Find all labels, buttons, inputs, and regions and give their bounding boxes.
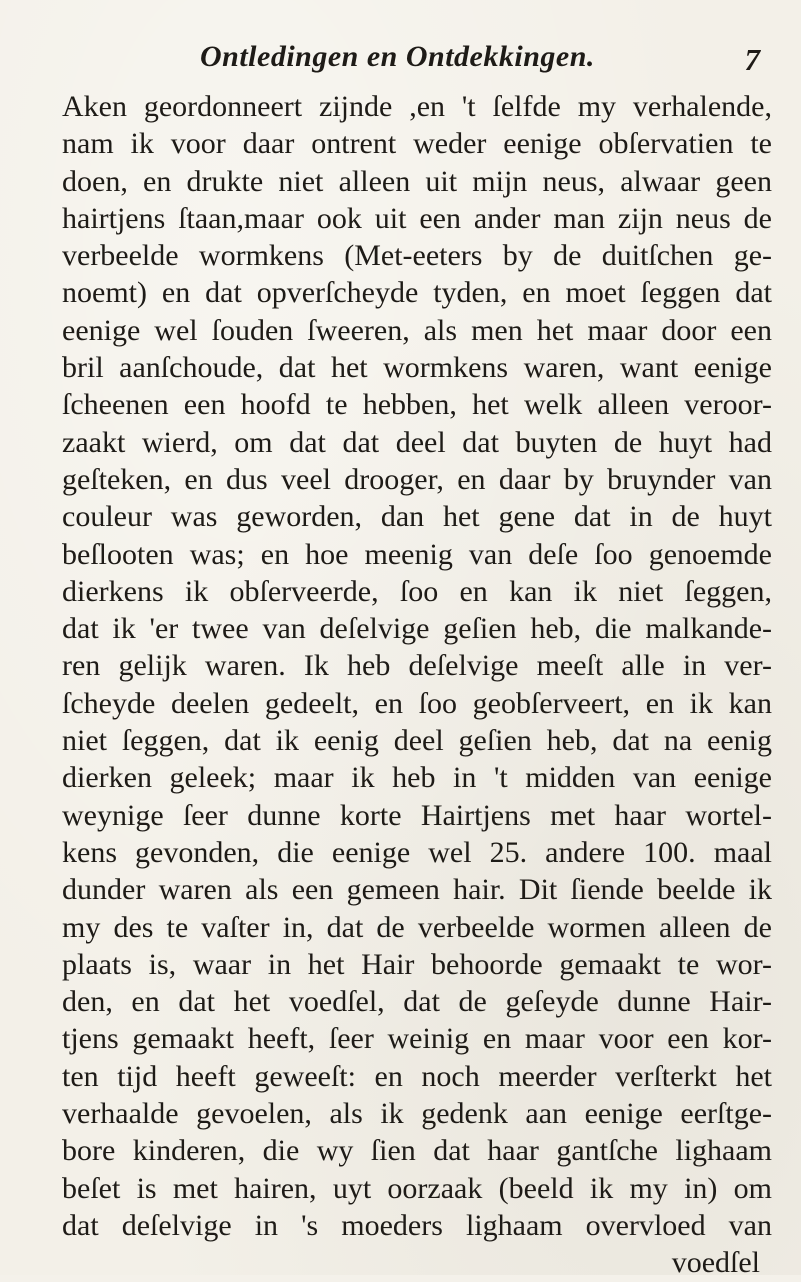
text-line: ten tijd heeft geweeſt: en noch meerder verſterkt het <box>62 1059 772 1093</box>
body-text <box>62 88 772 1282</box>
running-title: Ontledingen en Ontdekkingen. <box>200 40 595 73</box>
text-line: ſcheenen een hoofd te hebben, het welk alleen veroor- <box>62 388 772 422</box>
text-line: dunder waren als een gemeen hair. Dit ſiende beelde ik <box>62 873 772 907</box>
page-header <box>200 40 760 92</box>
text-line: plaats is, waar in het Hair behoorde gemaakt te wor- <box>62 947 772 981</box>
text-line: niet ſeggen, dat ik eenig deel geſien heb, dat na eenig <box>62 724 772 758</box>
text-line: bore kinderen, die wy ſien dat haar gantſche lighaam <box>62 1134 772 1168</box>
text-line: ren gelijk waren. Ik heb deſelvige meeſt alle in ver- <box>62 649 772 683</box>
catchword: voedſel <box>671 1246 760 1280</box>
text-line: dierken geleek; maar ik heb in 't midden van eenige <box>62 761 772 795</box>
text-line: noemt) en dat opverſcheyde tyden, en moet ſeggen dat <box>62 276 772 310</box>
text-line: beſet is met hairen, uyt oorzaak (beeld ik my in) om <box>62 1171 772 1205</box>
text-line: ſcheyde deelen gedeelt, en ſoo geobſerveert, en ik kan <box>62 686 772 720</box>
page-number: 7 <box>744 42 760 77</box>
text-line: doen, en drukte niet alleen uit mijn neus, alwaar geen <box>62 164 772 198</box>
text-line: kens gevonden, die eenige wel 25. andere 100. maal <box>62 835 772 869</box>
text-line: eenige wel ſouden ſweeren, als men het maar door een <box>62 313 772 347</box>
text-line: bril aanſchoude, dat het wormkens waren, want eenige <box>62 351 772 385</box>
text-line: verhaalde gevoelen, als ik gedenk aan eenige eerſtge- <box>62 1097 772 1131</box>
text-line: dierkens ik obſerveerde, ſoo en kan ik niet ſeggen, <box>62 574 772 608</box>
text-line: den, en dat het voedſel, dat de geſeyde dunne Hair- <box>62 985 772 1019</box>
text-line: dat deſelvige in 's moeders lighaam overvloed van <box>62 1208 772 1242</box>
text-line: Aken geordonneert zijnde ,en 't ſelfde my verhalende, <box>62 90 772 123</box>
text-line: weynige ſeer dunne korte Hairtjens met haar wortel- <box>62 798 772 832</box>
text-line: couleur was geworden, dan het gene dat in de huyt <box>62 500 772 534</box>
text-line: tjens gemaakt heeft, ſeer weinig en maar voor een kor- <box>62 1022 772 1056</box>
text-line: hairtjens ſtaan,maar ook uit een ander man zijn neus de <box>62 201 772 235</box>
text-line: beſlooten was; en hoe meenig van deſe ſoo genoemde <box>62 537 772 571</box>
text-line: my des te vaſter in, dat de verbeelde wormen alleen de <box>62 910 772 944</box>
text-line: dat ik 'er twee van deſelvige geſien heb, die malkande- <box>62 612 772 646</box>
text-line: zaakt wierd, om dat dat deel dat buyten de huyt had <box>62 425 772 459</box>
text-line: geſteken, en dus veel drooger, en daar by bruynder van <box>62 462 772 496</box>
text-line: nam ik voor daar ontrent weder eenige obſervatien te <box>62 127 772 161</box>
text-line: verbeelde wormkens (Met-eeters by de duitſchen ge- <box>62 239 772 273</box>
